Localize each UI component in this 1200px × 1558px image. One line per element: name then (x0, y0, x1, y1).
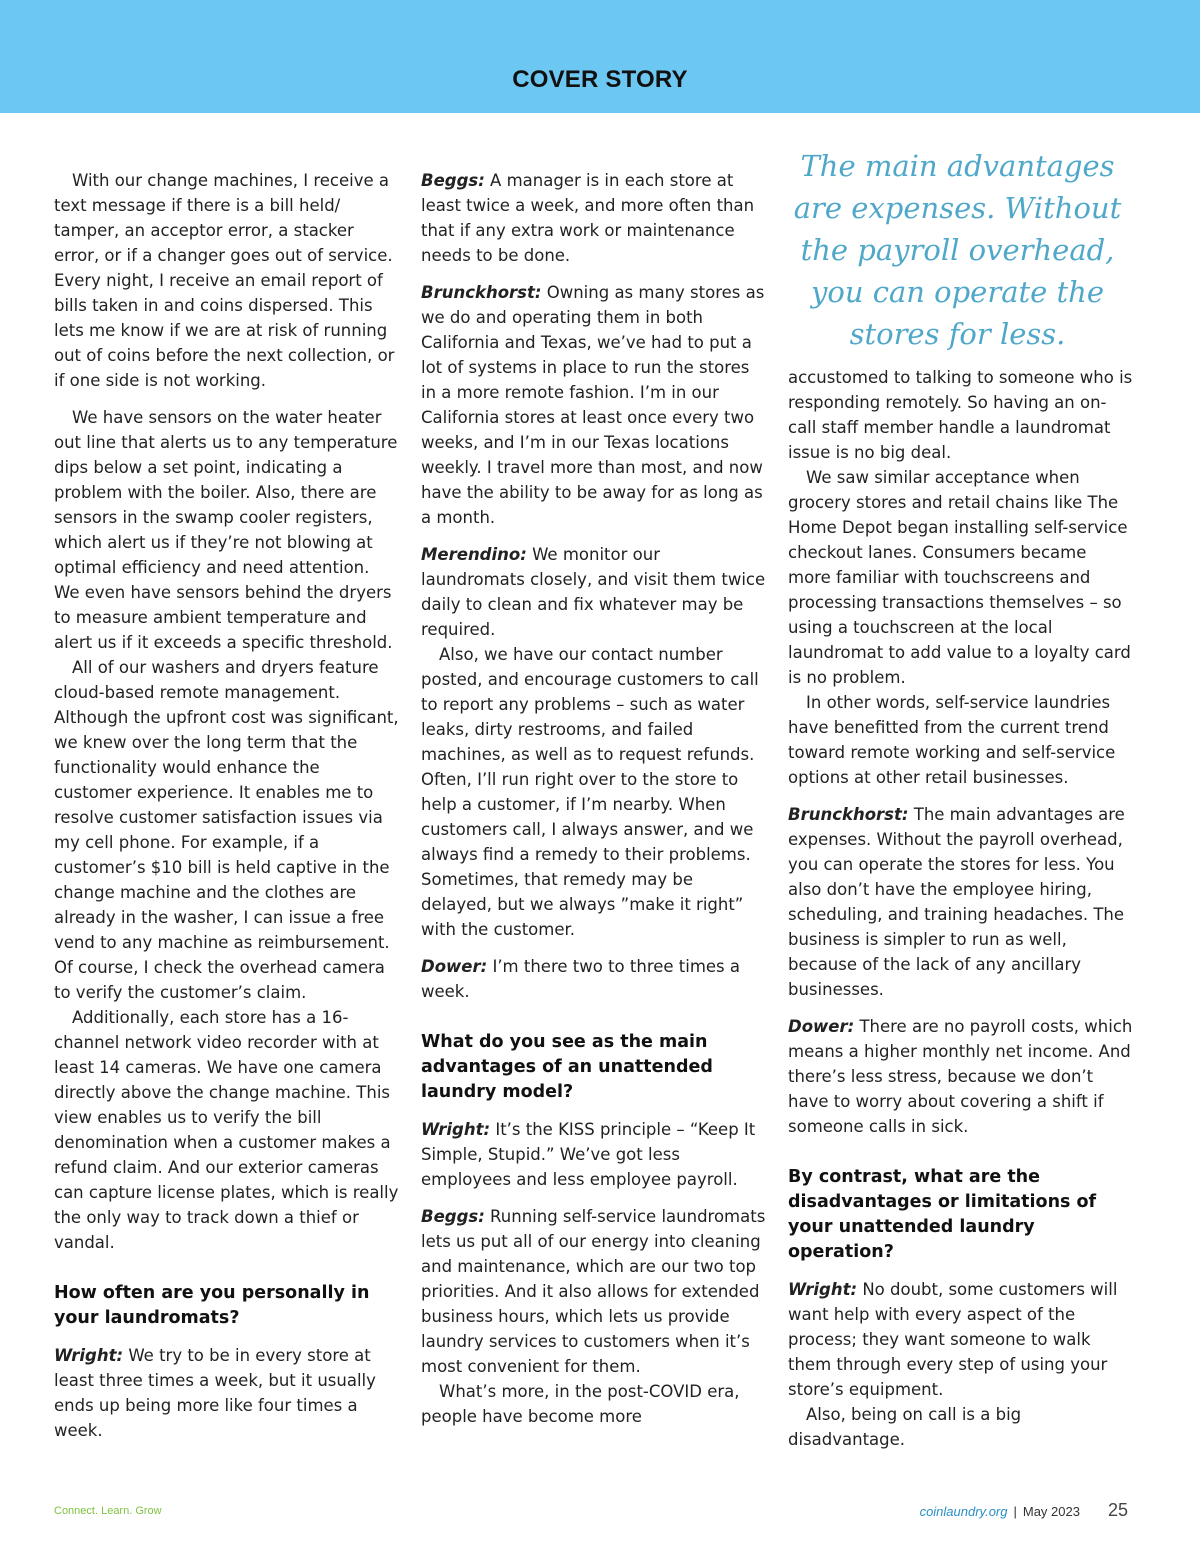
speaker-label: Brunckhorst: (788, 805, 909, 824)
question-heading: How often are you personally in your laundromats? (54, 1283, 370, 1328)
footer-info (920, 1500, 1128, 1521)
answer-paragraph (421, 954, 766, 1004)
answer-text: Running self-service laundromats lets us put all of our energy into cleaning and maintenance, which are our two top priorities. And it also allows for extended business hours, which lets us provide laundry services to customers when it’s most convenient for them. (421, 1207, 766, 1376)
answer-paragraph (421, 280, 766, 530)
section-title: COVER STORY (512, 66, 688, 93)
footer-date: May 2023 (1022, 1504, 1080, 1519)
footer-tagline: Connect. Learn. Grow (54, 1505, 162, 1517)
answer-paragraph (421, 1204, 766, 1379)
answer-text: No doubt, some customers will want help with every aspect of the process; they want someone to walk them through every step of using your store’s equipment. (788, 1280, 1118, 1399)
pull-quote: The main advantages are expenses. Without the payroll overhead, you can operate the stores for less. (793, 149, 1122, 351)
column-2 (421, 168, 766, 1441)
question-heading: What do you see as the main advantages of an unattended laundry model? (421, 1032, 713, 1102)
answer-text: A manager is in each store at least twice a week, and more often than that if any extra work or maintenance needs to be done. (421, 171, 755, 265)
speaker-label: Beggs: (421, 171, 485, 190)
header-banner (0, 0, 1200, 113)
paragraph: We have sensors on the water heater out line that alerts us to any temperature dips below a set point, indicating a problem with the boiler. Also, there are sensors in the swamp cooler registers, which alert us if they’re not blowing at optimal efficiency and need attention. We even have sensors behind the dryers to measure ambient temperature and alert us if it exceeds a specific threshold. (54, 408, 398, 652)
footer-site-link[interactable]: coinlaundry.org (919, 1504, 1008, 1519)
answer-paragraph (788, 1014, 1133, 1139)
answer-text: We try to be in every store at least three times a week, but it usually ends up being more like four times a week. (54, 1346, 376, 1440)
speaker-label: Beggs: (421, 1207, 485, 1226)
speaker-label: Wright: (54, 1346, 124, 1365)
speaker-label: Dower: (788, 1017, 855, 1036)
answer-text: There are no payroll costs, which means a higher monthly net income. And there’s less stress, because we don’t have to worry about covering a shift if someone calls in sick. (788, 1017, 1133, 1136)
page-number: 25 (1107, 1500, 1128, 1520)
answer-paragraph (788, 1277, 1133, 1402)
speaker-label: Wright: (421, 1120, 491, 1139)
answer-paragraph (421, 168, 766, 268)
column-1 (54, 168, 399, 1455)
footer-separator: | (1013, 1504, 1017, 1519)
column-3 (788, 365, 1133, 1464)
answer-paragraph (788, 802, 1133, 1002)
speaker-label: Merendino: (421, 545, 527, 564)
answer-paragraph (421, 1117, 766, 1192)
answer-text: The main advantages are expenses. Without the payroll overhead, you can operate the stores for less. You also don’t have the employee hiring, scheduling, and training headaches. The business is simpler to run as well, because of the lack of any ancillary businesses. (788, 805, 1125, 999)
paragraph: We saw similar acceptance when grocery stores and retail chains like The Home Depot began installing self-service checkout lanes. Consumers became more familiar with touchscreens and processing transactions themselves – so using a touchscreen at the local laundromat to add value to a loyalty card is no problem. (788, 468, 1131, 687)
paragraph: Additionally, each store has a 16-channel network video recorder with at least 14 cameras. We have one camera directly above the change machine. This view enables us to verify the bill denomination when a customer makes a refund claim. And our exterior cameras can capture license plates, which is really the only way to track down a thief or vandal. (54, 1008, 399, 1252)
speaker-label: Dower: (421, 957, 488, 976)
paragraph: Also, we have our contact number posted, and encourage customers to call to report any problems – such as water leaks, dirty restrooms, and failed machines, as well as to request refunds. Often, I’ll run right over to the store to help a customer, if I’m nearby. When customers call, I always answer, and we always find a remedy to their problems. Sometimes, that remedy may be delayed, but we always ”make it right” with the customer. (421, 645, 759, 939)
answer-text: Owning as many stores as we do and operating them in both California and Texas, we’ve had to put a lot of systems in place to run the stores in a more remote fashion. I’m in our California stores at least once every two weeks, and I’m in our Texas locations weekly. I travel more than most, and now have the ability to be away for as long as a month. (421, 283, 765, 527)
paragraph: In other words, self-service laundries have benefitted from the current trend toward remote working and self-service options at other retail businesses. (788, 693, 1116, 787)
speaker-label: Wright: (788, 1280, 858, 1299)
speaker-label: Brunckhorst: (421, 283, 542, 302)
question-heading: By contrast, what are the disadvantages or limitations of your unattended laundry operation? (788, 1167, 1097, 1262)
paragraph: What’s more, in the post-COVID era, people have become more (421, 1382, 740, 1426)
answer-text: It’s the KISS principle – “Keep It Simple, Stupid.” We’ve got less employees and less employee payroll. (421, 1120, 756, 1189)
answer-text: I’m there two to three times a week. (421, 957, 741, 1001)
answer-paragraph (54, 1343, 399, 1443)
paragraph: accustomed to talking to someone who is responding remotely. So having an on-call staff member handle a laundromat issue is no big deal. (788, 368, 1133, 462)
paragraph: Also, being on call is a big disadvantage. (788, 1405, 1022, 1449)
paragraph: With our change machines, I receive a text message if there is a bill held/ tamper, an acceptor error, a stacker error, or if a changer goes out of service. Every night, I receive an email report of bills taken in and coins dispersed. This lets me know if we are at risk of running out of coins before the next collection, or if one side is not working. (54, 171, 395, 390)
answer-paragraph (421, 542, 766, 642)
paragraph: All of our washers and dryers feature cloud-based remote management. Although the upfront cost was significant, we knew over the long term that the functionality would enhance the customer experience. It enables me to resolve customer satisfaction issues via my cell phone. For example, if a customer’s $10 bill is held captive in the change machine and the clothes are already in the washer, I can issue a free vend to any machine as reimbursement. Of course, I check the overhead camera to verify the customer’s claim. (54, 658, 399, 1002)
answer-text: We monitor our laundromats closely, and visit them twice daily to clean and fix whatever may be required. (421, 545, 766, 639)
